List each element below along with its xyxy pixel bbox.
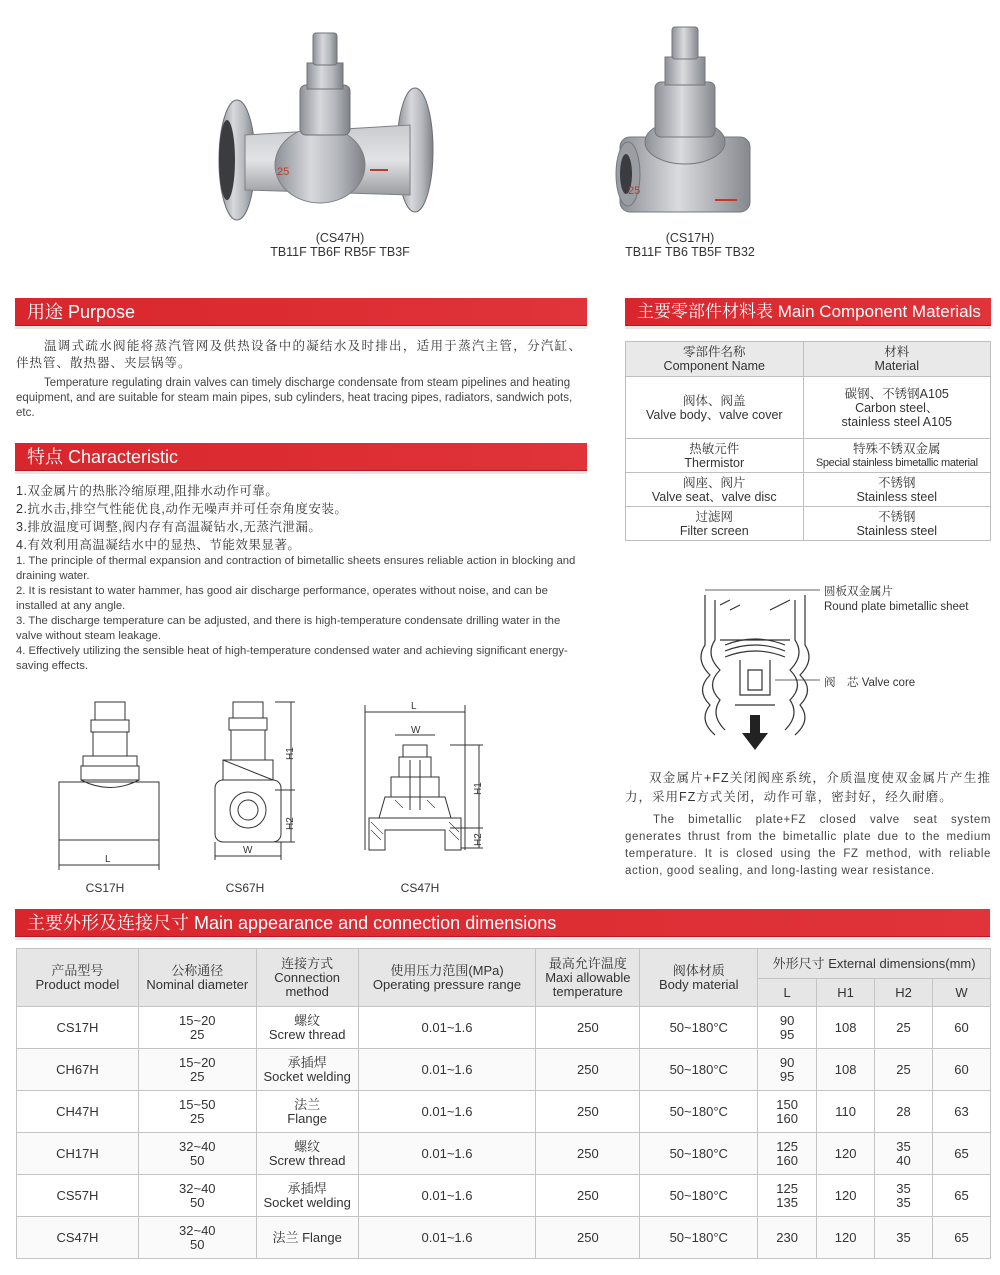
materials-row: 碳钢、不锈钢A105 Carbon steel、 stainless steel A105 <box>803 377 990 439</box>
drawing-cs17h <box>55 700 165 880</box>
materials-header-name: 零部件名称 Component Name <box>626 342 804 377</box>
valve-core-label: 阀 芯 Valve core <box>824 677 916 689</box>
materials-row: 过滤网 Filter screen <box>626 507 804 541</box>
dim-label-W: W <box>243 845 253 856</box>
col-header-external: 外形尺寸 External dimensions(mm) <box>758 949 991 979</box>
flanged-valve-photo <box>215 25 445 230</box>
product-codes: TB11F TB6F RB5F TB3F <box>270 245 410 259</box>
materials-heading: 主要零部件材料表 Main Component Materials <box>625 298 991 326</box>
drawing-caption-cs47h: CS47H <box>400 881 440 895</box>
col-header-pressure: 使用压力范围(MPa) Operating pressure range <box>358 949 536 1007</box>
characteristic-list <box>16 482 588 674</box>
drawing-cs47h <box>355 700 495 880</box>
materials-row: 阀体、阀盖 Valve body、valve cover <box>626 377 804 439</box>
col-header-temperature: 最高允许温度 Maxi allowable temperature <box>536 949 640 1007</box>
product-caption-cs17h <box>590 231 790 259</box>
col-header-diameter: 公称通径 Nominal diameter <box>138 949 256 1007</box>
table-row: CH17H 32~40 50 螺纹 Screw thread 0.01~1.6 250 50~180°C 125 160 120 35 40 65 <box>17 1133 991 1175</box>
col-header-connection: 连接方式 Connection method <box>256 949 358 1007</box>
materials-row: 不锈钢 Stainless steel <box>803 507 990 541</box>
purpose-text-cn: 温调式疏水阀能将蒸汽管网及供热设备中的凝结水及时排出，适用于蒸汽主管，分汽缸、伴热管、散热器、夹层锅等。 <box>16 339 582 370</box>
characteristic-en-3: 3. The discharge temperature can be adjusted, and there is high-temperature condensate drilling water in the valve without steam leakage. <box>16 615 561 642</box>
col-header-model: 产品型号 Product model <box>17 949 139 1007</box>
table-row: CH67H 15~20 25 承插焊 Socket welding 0.01~1.6 250 50~180°C 90 95 108 25 60 <box>17 1049 991 1091</box>
materials-row: 热敏元件 Thermistor <box>626 439 804 473</box>
purpose-heading: 用途 Purpose <box>15 298 587 326</box>
dimensions-table <box>16 948 991 1259</box>
col-header-H1: H1 <box>817 979 875 1007</box>
table-row: CS57H 32~40 50 承插焊 Socket welding 0.01~1.6 250 50~180°C 125 135 120 35 35 65 <box>17 1175 991 1217</box>
product-caption-cs47h <box>240 231 440 259</box>
characteristic-cn-1: 1.双金属片的热胀冷缩原理,阻排水动作可靠。 <box>16 484 279 498</box>
col-header-body: 阀体材质 Body material <box>640 949 758 1007</box>
dim-label-H2: H2 <box>473 833 484 846</box>
drawing-cs67h <box>205 700 310 880</box>
pressure-marking: 25 <box>628 185 641 197</box>
product-codes: TB11F TB6 TB5F TB32 <box>625 245 755 259</box>
drawing-caption-cs67h: CS67H <box>225 881 265 895</box>
table-row: CH47H 15~50 25 法兰 Flange 0.01~1.6 250 50~180°C 150 160 110 28 63 <box>17 1091 991 1133</box>
dim-label-H1: H1 <box>285 747 296 760</box>
col-header-H2: H2 <box>875 979 933 1007</box>
threaded-valve-photo <box>610 22 760 222</box>
product-model: (CS47H) <box>315 231 365 245</box>
dim-label-H2: H2 <box>285 817 296 830</box>
characteristic-en-1: 1. The principle of thermal expansion and contraction of bimetallic sheets ensures reliable action in blocking and draining water. <box>16 555 576 582</box>
materials-table <box>625 341 991 541</box>
characteristic-cn-4: 4.有效利用高温凝结水中的显热、节能效果显著。 <box>16 538 301 552</box>
materials-header-material: 材料 Material <box>803 342 990 377</box>
materials-row: 特殊不锈双金属 Special stainless bimetallic material <box>803 439 990 473</box>
characteristic-cn-2: 2.抗水击,排空气性能优良,动作无噪声并可任奈角度安装。 <box>16 502 348 516</box>
bimetallic-desc-en: The bimetallic plate+FZ closed valve seat system generates thrust from the bimetallic plate due to the medium temperature. It is closed using the FZ method, with reliable action, good sealing, and long-lasting wear resistance. <box>625 814 991 877</box>
col-header-L: L <box>758 979 817 1007</box>
characteristic-cn-3: 3.排放温度可调整,阀内存有高温凝钻水,无蒸汽泄漏。 <box>16 520 322 534</box>
col-header-W: W <box>932 979 990 1007</box>
bimetallic-section-diagram <box>690 585 820 755</box>
table-row: CS17H 15~20 25 螺纹 Screw thread 0.01~1.6 250 50~180°C 90 95 108 25 60 <box>17 1007 991 1049</box>
dimensions-heading: 主要外形及连接尺寸 Main appearance and connection dimensions <box>15 909 990 937</box>
table-row: CS47H 32~40 50 法兰 Flange 0.01~1.6 250 50~180°C 230 120 35 65 <box>17 1217 991 1259</box>
purpose-text-en: Temperature regulating drain valves can timely discharge condensate from steam pipelines and heating equipment, and are suitable for steam main pipes, sub cylinders, heat tracing pipes, radiators, sandwich pots, etc. <box>16 377 573 419</box>
dim-label-L: L <box>105 854 111 865</box>
pressure-marking: 25 <box>277 166 290 178</box>
product-model: (CS17H) <box>665 231 715 245</box>
bimetallic-desc-cn: 双金属片+FZ关闭阀座系统，介质温度使双金属片产生推力，采用FZ方式关闭，动作可靠，密封好，经久耐磨。 <box>625 771 991 804</box>
bimetallic-sheet-label: 圆板双金属片 Round plate bimetallic sheet <box>824 586 969 613</box>
materials-row: 阀座、阀片 Valve seat、valve disc <box>626 473 804 507</box>
characteristic-heading: 特点 Characteristic <box>15 443 587 471</box>
dim-label-L: L <box>411 701 417 712</box>
dim-label-W: W <box>411 725 421 736</box>
characteristic-en-2: 2. It is resistant to water hammer, has good air discharge performance, operates without noise, and can be installed at any angle. <box>16 585 548 612</box>
drawing-caption-cs17h: CS17H <box>85 881 125 895</box>
characteristic-en-4: 4. Effectively utilizing the sensible heat of high-temperature condensed water and achieving significant energy-saving effects. <box>16 645 568 672</box>
materials-row: 不锈钢 Stainless steel <box>803 473 990 507</box>
dim-label-H1: H1 <box>473 782 484 795</box>
